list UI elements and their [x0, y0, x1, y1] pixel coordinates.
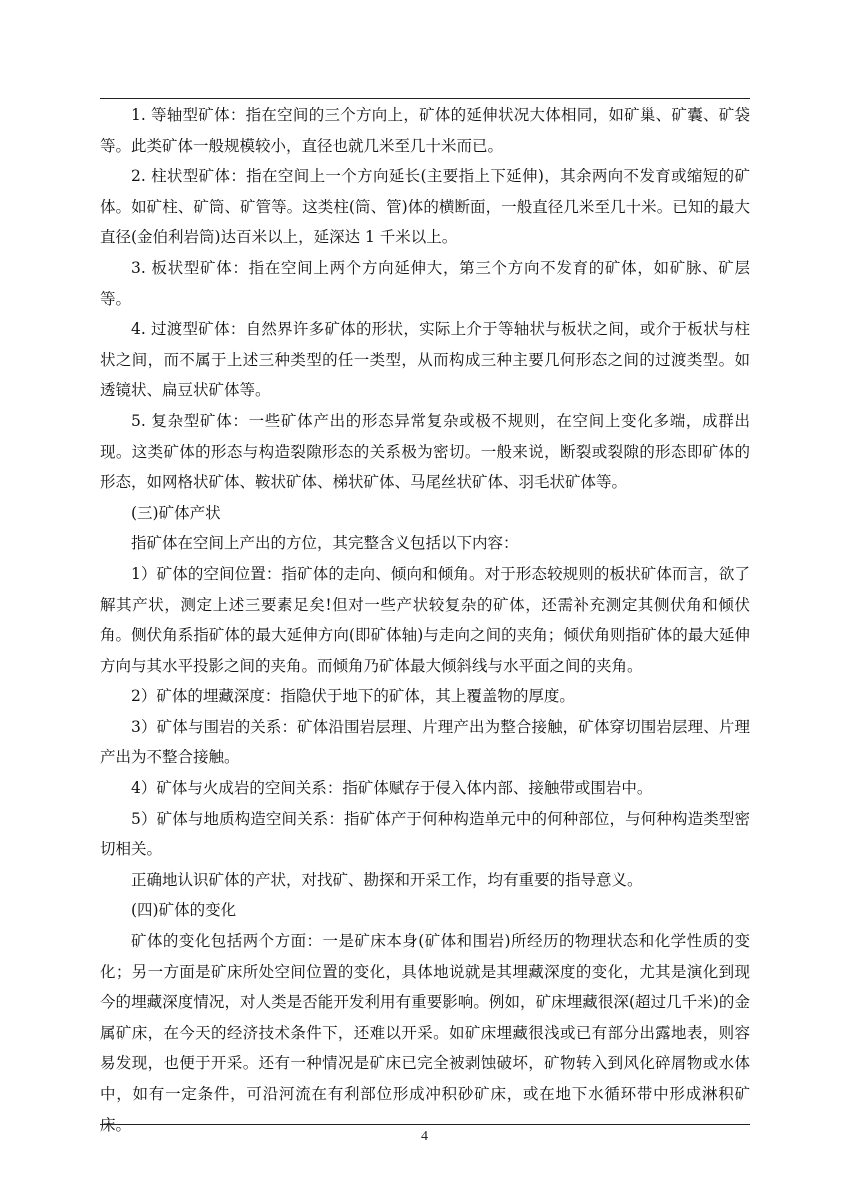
footer-rule [100, 1124, 750, 1125]
page-number: 4 [421, 1129, 428, 1144]
paragraph-wall-rock-relation: 3）矿体与围岩的关系：矿体沿围岩层理、片理产出为整合接触，矿体穿切围岩层理、片理产出为不整合接触。 [100, 717, 750, 767]
paragraph-columnar-orebody: 2. 柱状型矿体：指在空间上一个方向延长(主要指上下延伸)，其余两向不发育或缩短的矿体。如矿柱、矿筒、矿管等。这类柱(筒、管)体的横断面，一般直径几米至几十米。已知的最大直径(金伯利岩筒)达百米以上，延深达 1 千米以上。 [100, 167, 750, 247]
paragraph-complex-orebody: 5. 复杂型矿体：一些矿体产出的形态异常复杂或极不规则，在空间上变化多端，成群出现。这类矿体的形态与构造裂隙形态的关系极为密切。一般来说，断裂或裂隙的形态即矿体的形态，如网格状矿体、鞍状矿体、梯状矿体、马尾丝状矿体、羽毛状矿体等。 [100, 411, 750, 492]
paragraph-igneous-relation: 4）矿体与火成岩的空间关系：指矿体赋存于侵入体内部、接触带或围岩中。 [131, 779, 653, 798]
section-heading-orebody-change: (四)矿体的变化 [131, 901, 237, 920]
paragraph-orebody-change: 矿体的变化包括两个方面：一是矿床本身(矿体和围岩)所经历的物理状态和化学性质的变化；另一方面是矿床所处空间位置的变化，具体地说就是其埋藏深度的变化，尤其是演化到现今的埋藏深度情况，对人类是否能开发利用有重要影响。例如，矿床埋藏很深(超过几千米)的金属矿床，在今天的经济技术条件下，还难以开采。如矿床埋藏很浅或已有部分出露地表，则容易发现，也便于开采。还有一种情况是矿床已完全被剥蚀破坏，矿物转入到风化碎屑物或水体中，如有一定条件，可沿河流在有利部位形成冲积砂矿床，或在地下水循环带中形成淋积矿床。 [100, 932, 750, 1134]
document-body [100, 100, 750, 1140]
paragraph-structure-relation: 5）矿体与地质构造空间关系：指矿体产于何种构造单元中的何种部位，与何种构造类型密切相关。 [100, 809, 750, 859]
paragraph-spatial-position: 1）矿体的空间位置：指矿体的走向、倾向和倾角。对于形态较规则的板状矿体而言，欲了解其产状，测定上述三要素足矣!但对一些产状较复杂的矿体，还需补充测定其侧伏角和倾伏角。侧伏角系指矿体的最大延伸方向(即矿体轴)与走向之间的夹角；倾伏角则指矿体的最大延伸方向与其水平投影之间的夹角。而倾角乃矿体最大倾斜线与水平面之间的夹角。 [100, 564, 750, 675]
paragraph-burial-depth: 2）矿体的埋藏深度：指隐伏于地下的矿体，其上覆盖物的厚度。 [131, 687, 575, 706]
header-rule [100, 98, 750, 99]
paragraph-transitional-orebody: 4. 过渡型矿体：自然界许多矿体的形状，实际上介于等轴状与板状之间，或介于板状与柱状之间，而不属于上述三种类型的任一类型，从而构成三种主要几何形态之间的过渡类型。如透镜状、扁豆状矿体等。 [100, 320, 750, 400]
section-heading-orebody-attitude: (三)矿体产状 [131, 503, 221, 522]
paragraph-attitude-definition: 指矿体在空间上产出的方位，其完整含义包括以下内容： [131, 534, 519, 553]
paragraph-tabular-orebody: 3. 板状型矿体：指在空间上两个方向延伸大，第三个方向不发育的矿体，如矿脉、矿层等。 [100, 258, 750, 308]
paragraph-equiaxed-orebody: 1. 等轴型矿体：指在空间的三个方向上，矿体的延伸状况大体相同，如矿巢、矿囊、矿袋等。此类矿体一般规模较小，直径也就几米至几十米而已。 [100, 106, 750, 155]
paragraph-attitude-significance: 正确地认识矿体的产状，对找矿、勘探和开采工作，均有重要的指导意义。 [131, 870, 643, 889]
